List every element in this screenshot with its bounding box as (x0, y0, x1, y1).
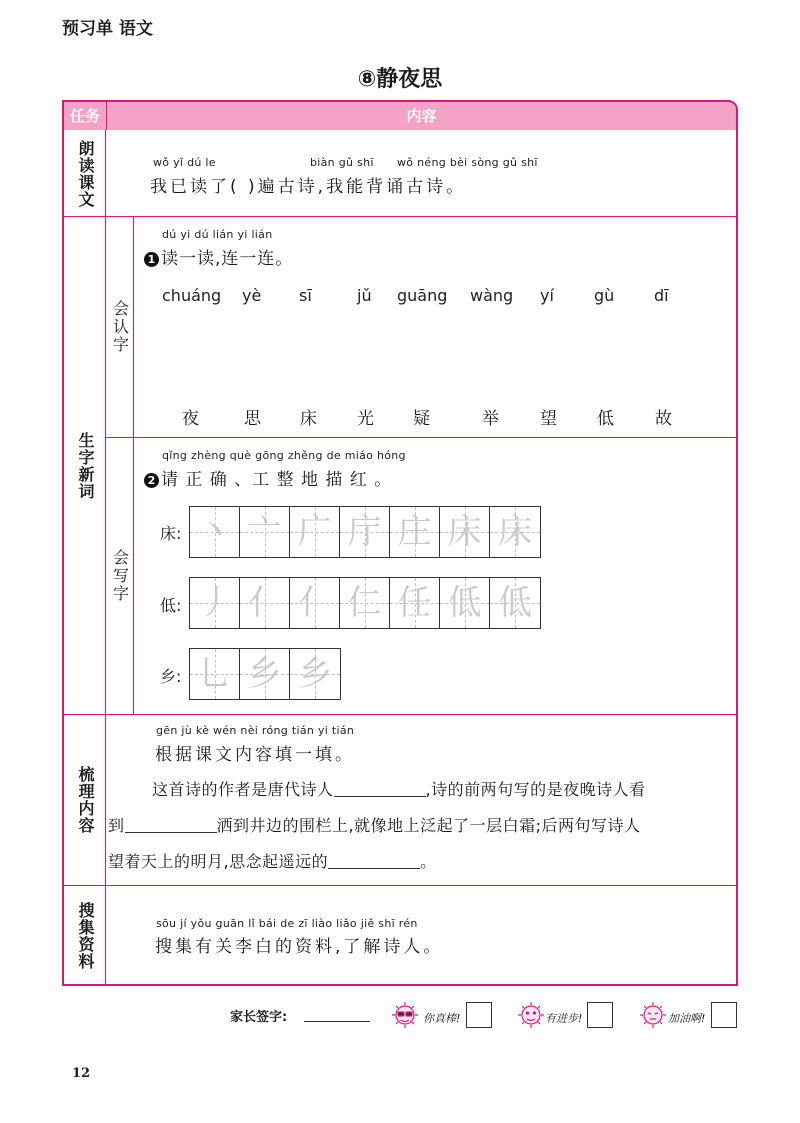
trace-cell[interactable]: 亻 (240, 578, 290, 628)
sun-sunglasses-icon (388, 1000, 422, 1030)
trace-cell[interactable]: 乡 (240, 649, 290, 699)
instruction-text: 请 正 确 、工 整 地 描 红 。 (161, 470, 393, 490)
trace-cell[interactable]: 任 (390, 578, 440, 628)
trace-cell[interactable]: 乡 (290, 649, 340, 699)
sun-cheer-icon (636, 1000, 670, 1030)
trace-cell[interactable]: 亠 (240, 507, 290, 557)
pinyin-line: wǒ néng bèi sòng gǔ shī (397, 156, 538, 169)
number-badge: 2 (144, 473, 159, 488)
sub-label-recognize: 会认字 (110, 300, 130, 354)
answer-blank[interactable] (334, 779, 426, 797)
pinyin-line: gēn jù kè wén nèi róng tián yi tián (156, 724, 355, 737)
table-header (64, 102, 736, 130)
trace-cell[interactable]: 床 (490, 507, 540, 557)
praise-checkbox[interactable] (711, 1002, 737, 1028)
answer-blank[interactable] (328, 851, 420, 869)
header-task: 任务 (69, 107, 100, 125)
trace-cell[interactable]: 庁 (340, 507, 390, 557)
collect-instruction: 搜集有关李白的资料,了解诗人。 (155, 937, 444, 957)
pinyin-word[interactable]: chuáng (162, 286, 222, 305)
trace-cell[interactable]: 广 (290, 507, 340, 557)
hanzi-char[interactable]: 夜 (182, 409, 199, 429)
hanzi-char[interactable]: 床 (300, 409, 317, 429)
pinyin-line: sōu jí yǒu guān lǐ bái de zī liào liǎo jiě shī rén (156, 917, 418, 930)
pinyin-word[interactable]: dī (654, 286, 669, 305)
trace-cell[interactable]: 低 (490, 578, 540, 628)
trace-row-label: 低: (160, 596, 182, 615)
trace-row-label: 床: (160, 524, 182, 543)
doc-header-label: 预习单 语文 (62, 19, 153, 39)
instruction-text: 读一读,连一连。 (161, 249, 294, 269)
pinyin-word[interactable]: sī (299, 286, 312, 305)
trace-grid[interactable] (189, 577, 541, 629)
instruction-1 (144, 244, 293, 269)
trace-cell[interactable]: 庄 (390, 507, 440, 557)
section-label-read-aloud: 朗读课文 (76, 139, 95, 208)
pinyin-word[interactable]: yè (242, 286, 262, 305)
trace-cell[interactable]: 床 (440, 507, 490, 557)
pinyin-line: qǐng zhèng què gōng zhěng de miáo hóng (162, 449, 406, 462)
pinyin-word[interactable]: wàng (470, 286, 514, 305)
trace-cell[interactable]: 仁 (340, 578, 390, 628)
section-label-new-words: 生字新词 (76, 431, 95, 500)
divider (64, 216, 736, 217)
pinyin-word[interactable]: gù (594, 286, 615, 305)
trace-grid[interactable] (189, 648, 341, 700)
hanzi-char[interactable]: 举 (482, 409, 499, 429)
trace-grid[interactable] (189, 506, 541, 558)
footer (0, 1000, 800, 1030)
answer-blank[interactable] (125, 815, 217, 833)
pinyin-line: dú yi dú lián yi lián (162, 228, 273, 241)
pinyin-word[interactable]: guāng (397, 286, 448, 305)
hanzi-char[interactable]: 望 (540, 409, 557, 429)
section-label-summary: 梳理内容 (76, 766, 95, 834)
praise-label: 有进步! (545, 1012, 583, 1025)
read-aloud-sentence: 我已读了( )遍古诗,我能背诵古诗。 (150, 177, 467, 197)
praise-checkbox[interactable] (587, 1002, 613, 1028)
praise-label: 你真棒! (423, 1012, 461, 1025)
hanzi-char[interactable]: 故 (655, 409, 672, 429)
instruction-2 (144, 465, 392, 490)
header-content: 内容 (106, 102, 736, 130)
number-badge: 1 (144, 252, 159, 267)
signature-label: 家长签字: (230, 1010, 288, 1025)
trace-cell[interactable]: 亻 (290, 578, 340, 628)
hanzi-char[interactable]: 光 (357, 409, 374, 429)
section-label-collect: 搜集资料 (76, 902, 95, 970)
pinyin-line: wǒ yǐ dú le (153, 156, 216, 169)
pinyin-word[interactable]: jǔ (357, 286, 372, 305)
signature-line[interactable] (304, 1021, 370, 1022)
pinyin-word[interactable]: yí (540, 286, 554, 305)
pinyin-line: biàn gǔ shī (310, 156, 374, 169)
summary-paragraph: 这首诗的作者是唐代诗人 ,诗的前两句写的是夜晚诗人看 到 洒到井边的围栏上,就像地上泛起了一层白霜;后两句写诗人 望着天上的明月,思念起遥远的 。 (108, 780, 646, 871)
hanzi-char[interactable]: 低 (597, 409, 614, 429)
praise-checkbox[interactable] (466, 1002, 492, 1028)
praise-label: 加油啊! (668, 1012, 706, 1025)
divider (64, 714, 736, 715)
sun-smile-icon (514, 1000, 548, 1030)
divider (64, 885, 736, 886)
trace-cell[interactable]: 低 (440, 578, 490, 628)
sub-divider (106, 437, 736, 438)
trace-cell[interactable]: 丿 (190, 578, 240, 628)
sub-label-write: 会写字 (110, 549, 130, 603)
trace-cell[interactable]: 乚 (190, 649, 240, 699)
hanzi-char[interactable]: 疑 (413, 409, 430, 429)
page-number: 12 (72, 1066, 91, 1081)
lesson-title: ⑧静夜思 (357, 67, 443, 92)
trace-cell[interactable]: 丶 (190, 507, 240, 557)
trace-row-label: 乡: (160, 667, 182, 686)
hanzi-char[interactable]: 思 (244, 409, 261, 429)
summary-instruction: 根据课文内容填一填。 (155, 745, 355, 765)
